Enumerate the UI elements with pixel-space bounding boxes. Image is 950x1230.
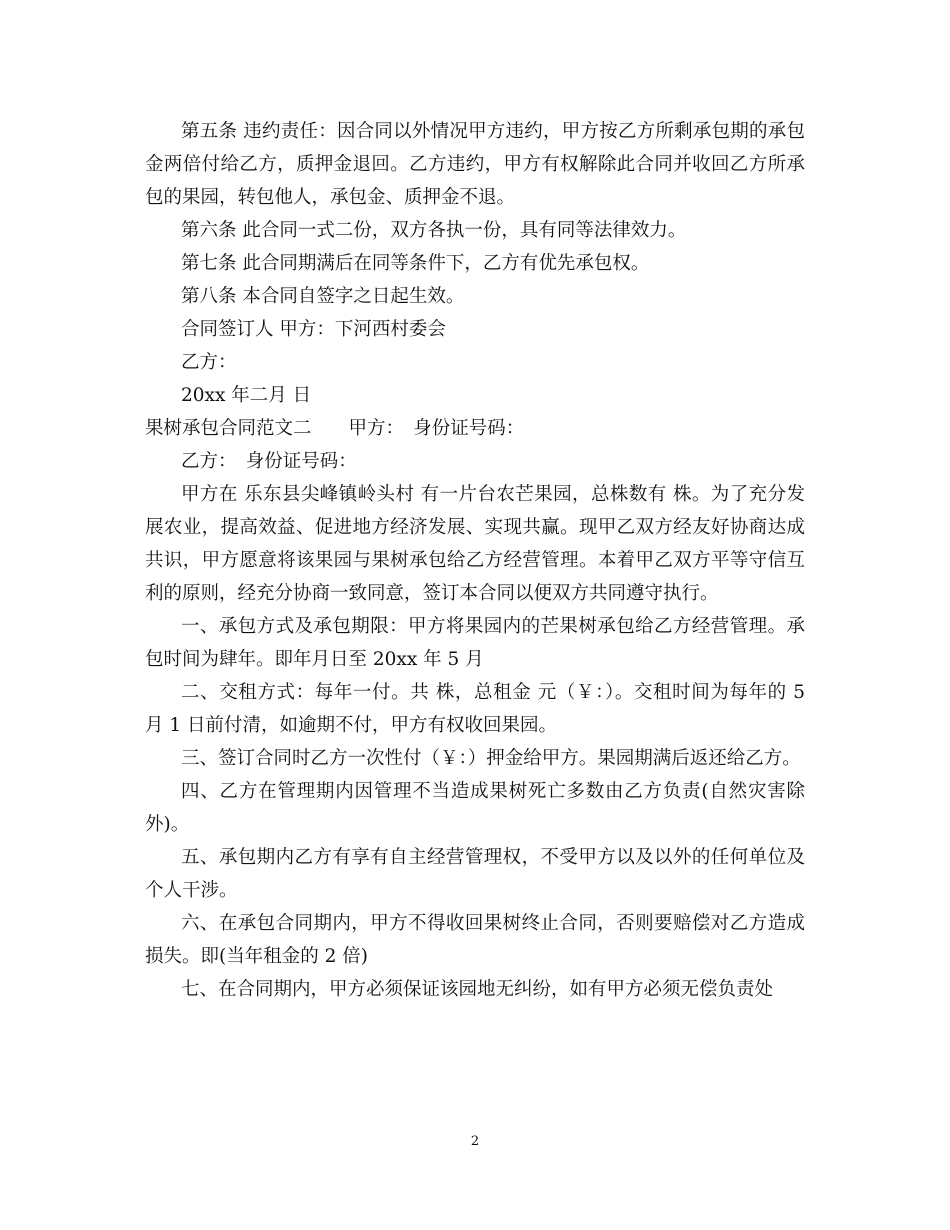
article-3: 三、签订合同时乙方一次性付（￥：）押金给甲方。果园期满后返还给乙方。 xyxy=(181,748,801,769)
party-b-id: 乙方： 身份证号码： xyxy=(181,451,357,472)
article-6: 六、在承包合同期内，甲方不得收回果树终止合同，否则要赔偿对乙方造成损失。即(当年租金的 2 倍) xyxy=(145,913,805,967)
document-body xyxy=(145,115,805,1006)
article-1: 一、承包方式及承包期限：甲方将果园内的芒果树承包给乙方经营管理。承包时间为肆年。即年月日至 20xx 年 5 月 xyxy=(145,616,805,670)
signatory-party-a: 合同签订人 甲方：下河西村委会 xyxy=(181,319,446,340)
second-contract-title: 果树承包合同范文二 甲方： 身份证号码： xyxy=(145,418,525,439)
article-2: 二、交租方式：每年一付。共 株，总租金 元（￥：）。交租时间为每年的 5 月 1 日前付清，如逾期不付，甲方有权收回果园。 xyxy=(145,682,805,736)
clause-6: 第六条 此合同一式二份，双方各执一份，具有同等法律效力。 xyxy=(181,220,687,241)
article-7: 七、在合同期内，甲方必须保证该园地无纠纷，如有甲方必须无偿负责处 xyxy=(181,979,774,1000)
page-number: 2 xyxy=(470,1134,480,1149)
clause-7: 第七条 此合同期满后在同等条件下，乙方有优先承包权。 xyxy=(181,253,650,274)
signing-date: 20xx 年二月 日 xyxy=(181,385,312,406)
clause-5: 第五条 违约责任：因合同以外情况甲方违约，甲方按乙方所剩承包期的承包金两倍付给乙方，质押金退回。乙方违约，甲方有权解除此合同并收回乙方所承包的果园，转包他人，承包金、质押金不退。 xyxy=(145,121,805,208)
preamble: 甲方在 乐东县尖峰镇岭头村 有一片台农芒果园，总株数有 株。为了充分发展农业，提高效益、促进地方经济发展、实现共赢。现甲乙双方经友好协商达成共识，甲方愿意将该果园与果树承包给乙方经营管理。本着甲乙双方平等守信互利的原则，经充分协商一致同意，签订本合同以便双方共同遵守执行。 xyxy=(145,484,805,604)
article-4: 四、乙方在管理期内因管理不当造成果树死亡多数由乙方负责(自然灾害除外)。 xyxy=(145,781,805,835)
clause-8: 第八条 本合同自签字之日起生效。 xyxy=(181,286,465,307)
signatory-party-b: 乙方： xyxy=(181,352,237,373)
article-5: 五、承包期内乙方有享有自主经营管理权，不受甲方以及以外的任何单位及个人干涉。 xyxy=(145,847,805,901)
